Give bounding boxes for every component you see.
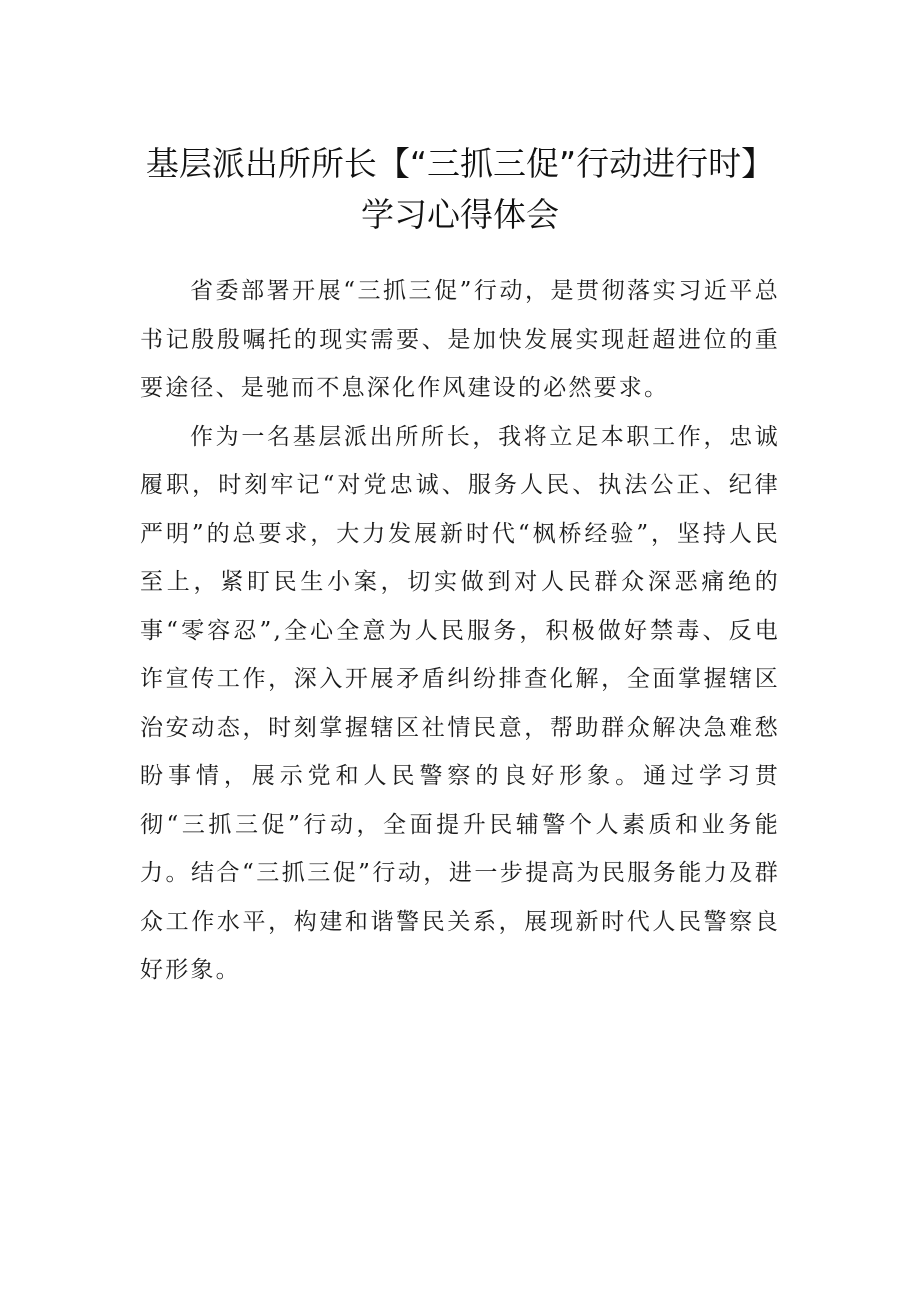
document-body bbox=[140, 267, 780, 995]
document-title-line-1: 基层派出所所长【“三抓三促”行动进行时】 bbox=[145, 144, 775, 183]
paragraph-1: 省委部署开展“三抓三促”行动，是贯彻落实习近平总书记殷殷嘱托的现实需要、是加快发展实现赶超进位的重要途径、是驰而不息深化作风建设的必然要求。 bbox=[140, 278, 780, 401]
paragraph-2: 作为一名基层派出所所长，我将立足本职工作，忠诚履职，时刻牢记“对党忠诚、服务人民、执法公正、纪律严明”的总要求，大力发展新时代“枫桥经验”，坚持人民至上，紧盯民生小案，切实做到对人民群众深恶痛绝的事“零容忍”,全心全意为人民服务，积极做好禁毒、反电诈宣传工作，深入开展矛盾纠纷排查化解，全面掌握辖区治安动态，时刻掌握辖区社情民意，帮助群众解决急难愁盼事情，展示党和人民警察的良好形象。通过学习贯彻“三抓三促”行动，全面提升民辅警个人素质和业务能力。结合“三抓三促”行动，进一步提高为民服务能力及群众工作水平，构建和谐警民关系，展现新时代人民警察良好形象。 bbox=[140, 423, 780, 983]
document-title-line-2: 学习心得体会 bbox=[361, 195, 559, 234]
